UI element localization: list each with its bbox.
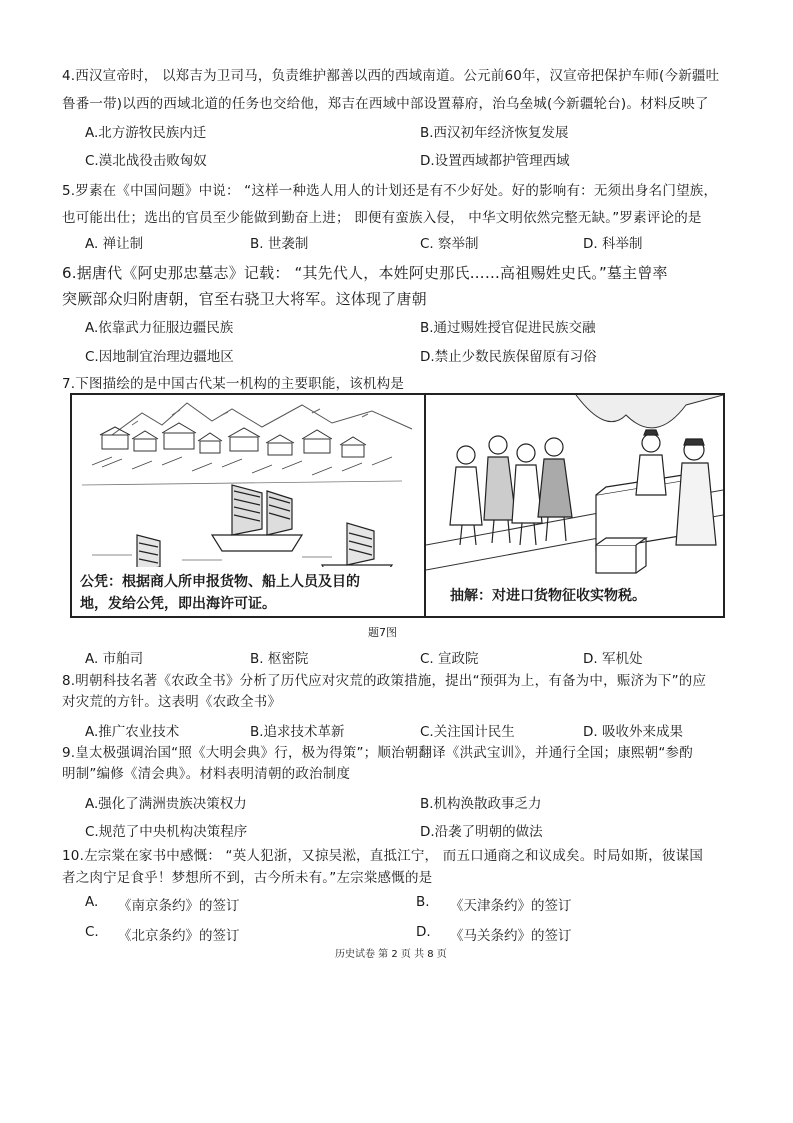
q10-option-b: 《天津条约》的签订 bbox=[450, 898, 572, 914]
q9-stem-line1: 9.皇太极强调治国“照《大明会典》行，极为得策”；顺治朝翻译《洪武宝训》，并通行全国；康熙朝“参酌 bbox=[62, 745, 693, 761]
q4-option-c: C.漠北战役击败匈奴 bbox=[85, 153, 207, 169]
q5-stem-line2: 也可能出仕；选出的官员至少能做到勤奋上进； 即便有蛮族入侵， 中华文明依然完整无缺。”罗素评论的是 bbox=[62, 210, 702, 226]
q6-option-d: D.禁止少数民族保留原有习俗 bbox=[420, 349, 597, 365]
q10-option-b-letter: B. bbox=[416, 894, 430, 910]
q10-option-a-letter: A. bbox=[85, 894, 99, 910]
q7-stem: 7.下图描绘的是中国古代某一机构的主要职能，该机构是 bbox=[62, 376, 405, 392]
q8-stem-line1: 8.明朝科技名著《农政全书》分析了历代应对灾荒的政策措施，提出“预弭为上，有备为中，赈济为下”的应 bbox=[62, 673, 707, 689]
q9-option-c: C.规范了中央机构决策程序 bbox=[85, 824, 248, 840]
caption-right: 抽解：对进口货物征收实物税。 bbox=[450, 588, 646, 604]
q10-option-d-letter: D. bbox=[416, 924, 431, 940]
q6-stem-line2: 突厥部众归附唐朝，官至右骁卫大将军。这体现了唐朝 bbox=[62, 290, 427, 308]
figure-title: 题7图 bbox=[368, 626, 397, 639]
q7-option-a: A. 市舶司 bbox=[85, 651, 144, 667]
q9-option-a: A.强化了满洲贵族决策权力 bbox=[85, 796, 247, 812]
q5-option-a: A. 禅让制 bbox=[85, 236, 144, 252]
q6-option-b: B.通过赐姓授官促进民族交融 bbox=[420, 320, 596, 336]
q9-option-d: D.沿袭了明朝的做法 bbox=[420, 824, 543, 840]
q4-option-a: A.北方游牧民族内迁 bbox=[85, 125, 207, 141]
q7-option-c: C. 宣政院 bbox=[420, 651, 479, 667]
q7-option-b: B. 枢密院 bbox=[250, 651, 309, 667]
q6-option-c: C.因地制宜治理边疆地区 bbox=[85, 349, 234, 365]
caption-left-line1: 公凭：根据商人所申报货物、船上人员及目的 bbox=[80, 574, 360, 590]
harbor-illustration bbox=[72, 395, 424, 616]
q10-option-d: 《马关条约》的签订 bbox=[450, 928, 572, 944]
q7-option-d: D. 军机处 bbox=[583, 651, 643, 667]
q5-stem-line1: 5.罗素在《中国问题》中说： “这样一种选人用人的计划还是有不少好处。好的影响有：无须出身名门望族， bbox=[62, 183, 718, 199]
q8-option-b: B.追求技术革新 bbox=[250, 724, 345, 740]
q10-stem-line2: 者之肉宁足食乎！梦想所不到，古今所未有。”左宗棠感慨的是 bbox=[62, 870, 433, 886]
caption-left-line2: 地，发给公凭，即出海许可证。 bbox=[80, 596, 276, 612]
q4-stem-line1: 4.西汉宣帝时， 以郑吉为卫司马，负责维护鄯善以西的西域南道。公元前60年，汉宣帝把保护车师(今新疆吐 bbox=[62, 68, 720, 84]
page-footer: 历史试卷 第 2 页 共 8 页 bbox=[335, 949, 447, 960]
customs-illustration bbox=[426, 395, 723, 616]
q4-option-b: B.西汉初年经济恢复发展 bbox=[420, 125, 569, 141]
q9-option-b: B.机构涣散政事乏力 bbox=[420, 796, 542, 812]
q10-option-a: 《南京条约》的签订 bbox=[118, 898, 240, 914]
q8-option-d: D. 吸收外来成果 bbox=[583, 724, 683, 740]
q5-option-c: C. 察举制 bbox=[420, 236, 479, 252]
q10-option-c: 《北京条约》的签订 bbox=[118, 928, 240, 944]
q5-option-b: B. 世袭制 bbox=[250, 236, 309, 252]
q6-stem-line1: 6.据唐代《阿史那忠墓志》记载： “其先代人，本姓阿史那氏……高祖赐姓史氏。”墓主曾率 bbox=[62, 264, 668, 282]
q7-figure bbox=[70, 393, 725, 618]
q4-option-d: D.设置西域都护管理西域 bbox=[420, 153, 570, 169]
q10-stem-line1: 10.左宗棠在家书中感慨： “英人犯浙，又掠吴淞，直抵江宁， 而五口通商之和议成矣。时局如斯，彼谋国 bbox=[62, 848, 704, 864]
q5-option-d: D. 科举制 bbox=[583, 236, 643, 252]
q8-option-c: C.关注国计民生 bbox=[420, 724, 515, 740]
q6-option-a: A.依靠武力征服边疆民族 bbox=[85, 320, 234, 336]
q9-stem-line2: 明制”编修《清会典》。材料表明清朝的政治制度 bbox=[62, 766, 351, 782]
q8-stem-line2: 对灾荒的方针。这表明《农政全书》 bbox=[62, 694, 282, 710]
q10-option-c-letter: C. bbox=[85, 924, 99, 940]
q4-stem-line2: 鲁番一带)以西的西域北道的任务也交给他，郑吉在西域中部设置幕府，治乌垒城(今新疆轮台)。材料反映了 bbox=[62, 96, 709, 112]
q8-option-a: A.推广农业技术 bbox=[85, 724, 180, 740]
